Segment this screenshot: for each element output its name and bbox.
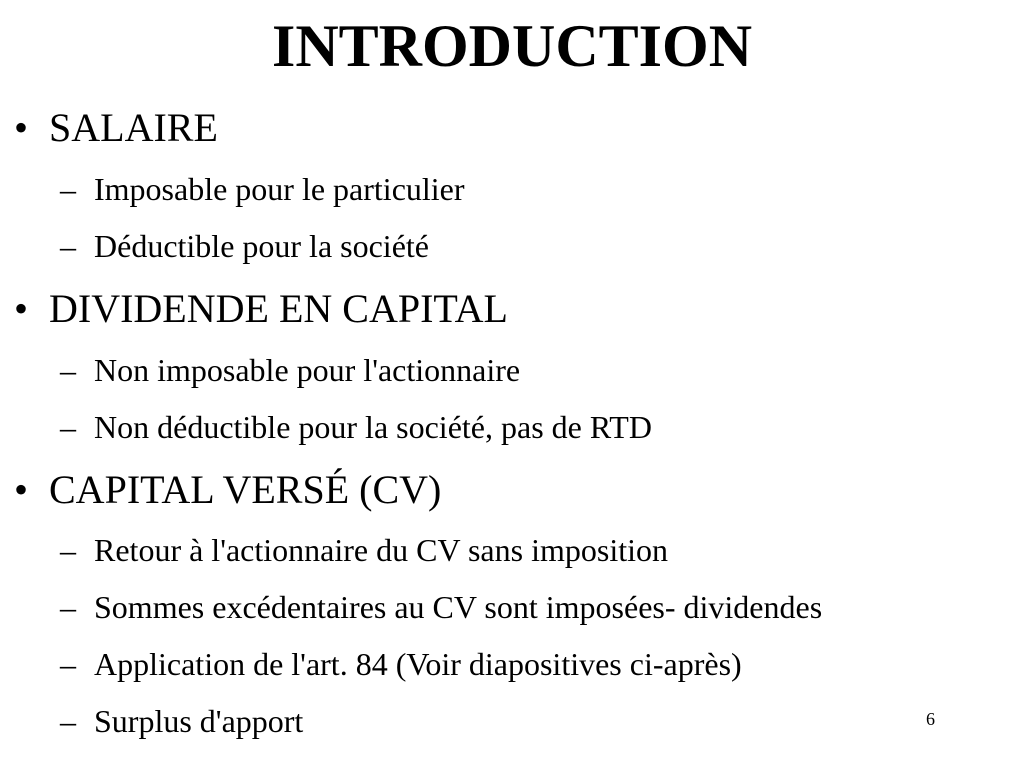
sub-item: [60, 169, 465, 209]
sub-item-text: Application de l'art. 84 (Voir diapositives ci-après): [94, 646, 742, 682]
dash-icon: –: [60, 589, 76, 625]
dash-icon: –: [60, 352, 76, 388]
bullet-salaire: [14, 104, 218, 152]
sub-item-text: Retour à l'actionnaire du CV sans imposition: [94, 532, 668, 568]
sub-item-text: Non imposable pour l'actionnaire: [94, 352, 521, 388]
sub-item-text: Imposable pour le particulier: [94, 171, 465, 207]
dash-icon: –: [60, 703, 76, 739]
sub-item: [60, 701, 303, 741]
bullet-capital-verse: [14, 466, 441, 514]
bullet-icon: •: [14, 467, 29, 512]
bullet-heading: DIVIDENDE EN CAPITAL: [49, 286, 508, 331]
dash-icon: –: [60, 228, 76, 264]
sub-item: [60, 350, 520, 390]
page-number: 6: [926, 709, 935, 729]
dash-icon: –: [60, 409, 76, 445]
sub-item-text: Sommes excédentaires au CV sont imposées- dividendes: [94, 589, 823, 625]
bullet-icon: •: [14, 105, 29, 150]
bullet-heading: SALAIRE: [49, 105, 218, 150]
bullet-dividende-en-capital: [14, 285, 508, 333]
sub-item-text: Surplus d'apport: [94, 703, 304, 739]
dash-icon: –: [60, 171, 76, 207]
slide-title: INTRODUCTION: [271, 13, 753, 79]
dash-icon: –: [60, 532, 76, 568]
sub-item-text: Non déductible pour la société, pas de RTD: [94, 409, 652, 445]
sub-item-text: Déductible pour la société: [94, 228, 429, 264]
bullet-heading: CAPITAL VERSÉ (CV): [49, 467, 442, 512]
sub-item: [60, 530, 668, 570]
sub-item: [60, 644, 742, 684]
dash-icon: –: [60, 646, 76, 682]
sub-item: [60, 226, 429, 266]
bullet-icon: •: [14, 286, 29, 331]
sub-item: [60, 587, 822, 627]
sub-item: [60, 407, 652, 447]
